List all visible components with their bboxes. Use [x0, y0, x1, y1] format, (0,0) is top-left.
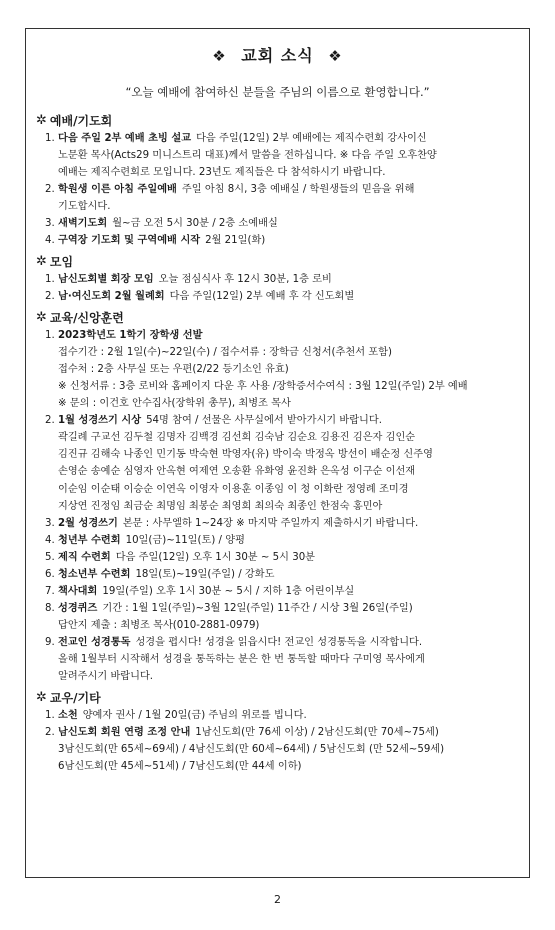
news-item: [36, 600, 519, 617]
award-names-line: 지상연 진정임 최금순 최명임 최봉순 최영희 최의숙 최종인 한점숙 홍민아: [58, 500, 383, 512]
news-item: [36, 583, 519, 600]
item-heading: 청소년부 수련회: [58, 569, 131, 581]
news-item: [36, 288, 519, 305]
asterisk-icon: ✲: [36, 310, 47, 325]
item-text: 19일(주일) 오후 1시 30분 ~ 5시 / 지하 1층 어린이부실: [102, 586, 355, 598]
item-text: 2월 21일(화): [205, 235, 266, 246]
item-heading: 1월 성경쓰기 시상: [58, 415, 142, 426]
page-title: [36, 43, 519, 66]
news-item: [36, 549, 519, 566]
news-item: [36, 707, 519, 724]
news-item: [36, 566, 519, 583]
item-text-line: 알려주시기 바랍니다.: [58, 671, 154, 683]
page-number: 2: [274, 893, 281, 906]
item-text: 다음 주일(12일) 2부 예배 후 각 신도회별: [169, 291, 355, 302]
item-number: 1.: [45, 330, 55, 341]
welcome-message: “오늘 예배에 참여하신 분들을 주님의 이름으로 환영합니다.”: [125, 85, 430, 99]
item-text: 양예자 권사 / 1월 20일(금) 주님의 위로를 빕니다.: [82, 710, 307, 722]
item-heading: 청년부 수련회: [58, 535, 121, 547]
item-heading: 남신도회 회원 연령 조정 안내: [58, 727, 191, 739]
section-title: 교육/신앙훈련: [49, 311, 124, 325]
section-heading: [36, 253, 519, 270]
item-text-line: ※ 신청서류 : 3층 로비와 홈페이지 다운 후 사용 /장학증서수여식 : 3월 12일(주일) 2부 예배: [58, 381, 468, 392]
item-heading: 다음 주일 2부 예배 초빙 설교: [58, 133, 192, 144]
item-text-line: 3남신도회(만 65세~69세) / 4남신도회(만 60세~64세) / 5남신도회 (만 52세~59세): [58, 744, 445, 756]
item-text: 다음 주일(12일) 오후 1시 30분 ~ 5시 30분: [115, 552, 316, 564]
award-names-line: 손영순 송예순 심영자 안옥현 여제연 오송환 유화영 윤진화 은옥성 이구순 이선재: [58, 466, 416, 478]
item-text: 성경을 폅시다! 성경을 읽읍시다! 전교인 성경통독을 시작합니다.: [135, 637, 423, 649]
news-item: [36, 327, 519, 344]
asterisk-icon: ✲: [36, 113, 47, 128]
item-text-line: 접수기간 : 2월 1일(수)~22일(수) / 접수서류 : 장학금 신청서(추천서 포함): [58, 347, 392, 358]
item-text: 오늘 점심식사 후 12시 30분, 1층 로비: [158, 274, 332, 285]
item-number: 1.: [45, 710, 55, 722]
item-text-line: 6남신도회(만 45세~51세) / 7남신도회(만 44세 이하): [58, 761, 302, 773]
item-heading: 남신도회별 회장 모임: [58, 274, 154, 285]
section-title: 모임: [49, 255, 74, 269]
item-number: 7.: [45, 586, 55, 598]
item-text-line: 답안지 제출 : 최병조 목사(010-2881-0979): [58, 620, 260, 632]
diamond-icon: ❖: [212, 47, 227, 65]
award-names-line: 곽길례 구교선 김두철 김명자 김백경 김선희 김숙남 김순요 김용진 김은자 김인순: [58, 432, 416, 443]
item-text: 본문 : 사무엘하 1~24장 ※ 마지막 주일까지 제출하시기 바랍니다.: [122, 518, 419, 530]
item-text-line: 노문환 목사(Acts29 미니스트리 대표)께서 말씀을 전하십니다. ※ 다음 주일 오후찬양: [58, 150, 437, 161]
item-number: 5.: [45, 552, 55, 564]
news-item: [36, 515, 519, 532]
item-heading: 새벽기도회: [58, 218, 108, 229]
item-number: 2.: [45, 291, 55, 302]
item-number: 2.: [45, 727, 55, 739]
news-item: [36, 532, 519, 549]
item-text-line: 올해 1월부터 시작해서 성경을 통독하는 분은 한 번 통독할 때마다 구미영 목사에게: [58, 654, 425, 666]
news-item: [36, 181, 519, 198]
item-number: 2.: [45, 184, 55, 195]
item-text: 10일(금)~11일(토) / 양평: [125, 535, 245, 547]
item-number: 3.: [45, 518, 55, 530]
news-item: [36, 130, 519, 147]
item-heading: 책사대회: [58, 586, 98, 598]
news-item: [36, 232, 519, 249]
section-heading: [36, 112, 519, 129]
item-number: 6.: [45, 569, 55, 581]
section-heading: [36, 689, 519, 706]
item-number: 9.: [45, 637, 55, 649]
item-text-line: ※ 문의 : 이건호 안수집사(장학위 총무), 최병조 목사: [58, 398, 291, 409]
item-text: 18일(토)~19일(주일) / 강화도: [135, 569, 275, 581]
item-heading: 남·여신도회 2월 월례회: [58, 291, 165, 302]
item-number: 4.: [45, 535, 55, 547]
item-text-line: 접수처 : 2층 사무실 또는 우편(2/22 등기소인 유효): [58, 364, 289, 375]
item-heading: 2023학년도 1학기 장학생 선발: [58, 330, 203, 341]
item-text: 다음 주일(12일) 2부 예배에는 제직수련회 강사이신: [196, 133, 427, 144]
title-text: 교회 소식: [241, 46, 314, 65]
item-text: 54명 참여 / 선물은 사무실에서 받아가시기 바랍니다.: [146, 415, 382, 426]
item-text: 기간 : 1월 1일(주일)~3월 12일(주일) 11주간 / 시상 3월 26일(주일): [102, 603, 413, 615]
item-heading: 전교인 성경통독: [58, 637, 131, 649]
section-title: 교우/기타: [49, 691, 101, 706]
item-text-line: 예배는 제직수련회로 모입니다. 23년도 제직들은 다 참석하시기 바랍니다.: [58, 167, 386, 178]
item-heading: 제직 수련회: [58, 552, 111, 564]
item-text: 월~금 오전 5시 30분 / 2층 소예배실: [112, 218, 278, 229]
item-number: 3.: [45, 218, 55, 229]
asterisk-icon: ✲: [36, 690, 47, 706]
award-names-line: 이순임 이순태 이승순 이연옥 이영자 이용훈 이종임 이 청 이화란 정영례 조미경: [58, 483, 409, 495]
section-heading: [36, 309, 519, 326]
news-item: [36, 412, 519, 429]
item-number: 4.: [45, 235, 55, 246]
award-names-line: 김진규 김해숙 나종인 민기동 박숙현 박영자(유) 박이숙 박정옥 방선이 배순정 신주영: [58, 449, 433, 461]
item-heading: 성경퀴즈: [58, 603, 98, 615]
item-number: 2.: [45, 415, 55, 426]
item-heading: 구역장 기도회 및 구역예배 시작: [58, 235, 201, 246]
bulletin-frame: [25, 28, 530, 878]
diamond-icon: ❖: [328, 47, 343, 65]
item-text: 주일 아침 8시, 3층 예배실 / 학원생들의 믿음을 위해: [181, 184, 415, 195]
item-text-line: 기도합시다.: [58, 201, 111, 212]
section-title: 예배/기도회: [49, 114, 113, 128]
news-sections: [36, 112, 519, 775]
news-item: [36, 271, 519, 288]
news-item: [36, 634, 519, 651]
item-text: 1남신도회(만 76세 이상) / 2남신도회(만 70세~75세): [195, 727, 439, 739]
item-number: 1.: [45, 274, 55, 285]
item-number: 1.: [45, 133, 55, 144]
item-number: 8.: [45, 603, 55, 615]
asterisk-icon: ✲: [36, 254, 47, 269]
item-heading: 2월 성경쓰기: [58, 518, 118, 530]
item-heading: 학원생 이른 아침 주일예배: [58, 184, 177, 195]
news-item: [36, 215, 519, 232]
news-item: [36, 724, 519, 741]
item-heading: 소천: [58, 710, 78, 722]
